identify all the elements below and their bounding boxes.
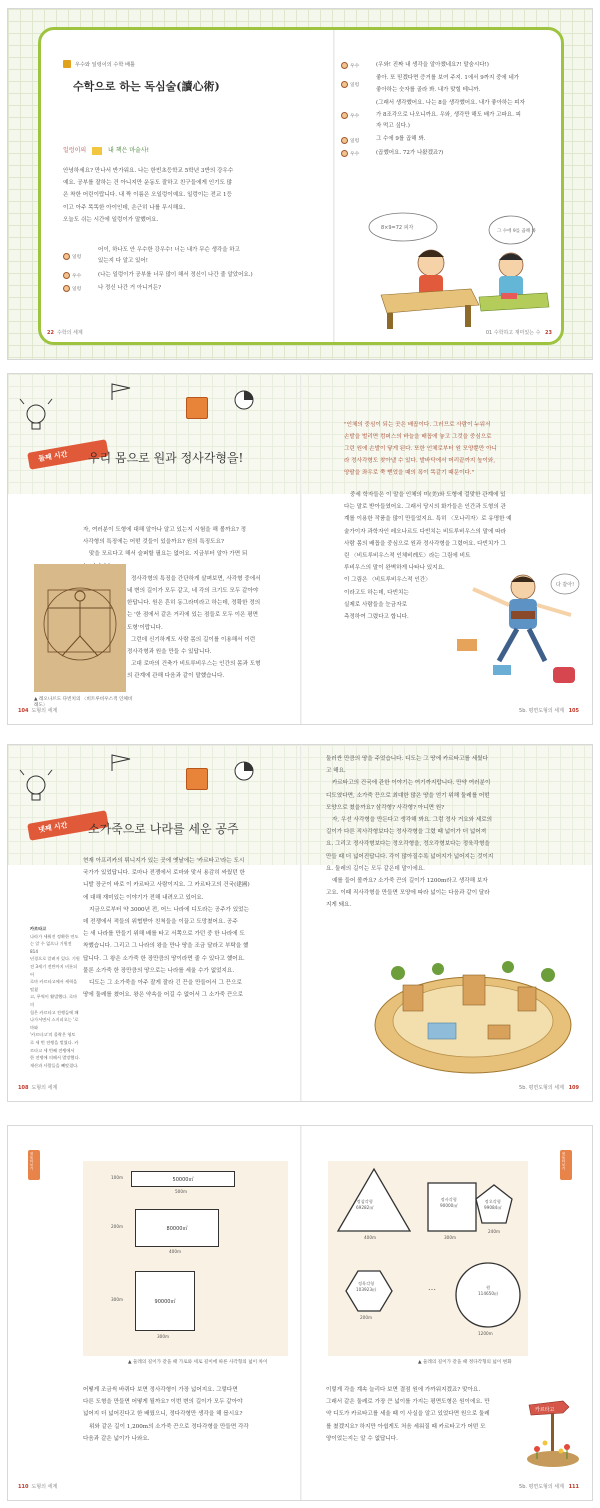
chapter-title: 소가죽으로 나라를 세운 공주 (88, 822, 239, 836)
body-left: 자, 여러분이 도형에 대해 알아나 알고 있는지 시험을 해 볼까요? 정 사각형의 특징에는 어떤 것들이 있을까요? 원의 특징도요? 맞을 모르다고 해서 슬퍼할 필요는 없어요. 지금부터 알아 가면 되 정사각형의 특징을 간단하게 살펴보면, 사각형 중에서 네 변의 길이가 모두 같고, 네 각의 크기도 모두 같아야 한답니다. 원은 흔히 동그라미라고 하는데, 정확한 정의 는 '한 점에서 같은 거리에 있는 점들로 모두 이은 평면 도형'이랍니다. 그런데 신기하게도 사람 몸의 길이를 이용해서 이런 정사각형과 원을 만들 수 있답니다. 고대 로마의 건축가 비트루비우스는 인간의 몸과 도형 의 관계에 관해 다음과 같이 말했습니다. (83, 527, 261, 680)
folio-right: 5b. 평면도형의 세계 105 (519, 708, 579, 714)
side-tab-right: 옆돌아보기 (560, 1150, 572, 1180)
pie-icon (233, 760, 255, 782)
folio-right: 01 수학하고 재미있는 수 23 (485, 330, 552, 336)
folio-left: 108 도형의 세계 (18, 1085, 58, 1091)
body-left: 어떻게 조금씩 바뀌다 보면 정사각형이 가장 넓어지요. 그렇다면 다른 도형을 만들면 어떻게 될까요? 이번 변의 길이가 모두 같아야 넓어지 더 넓어진다고 한 배웠으니, 정다각형만 생각을 해 봅시요? 위와 같은 길이 1,200m의 소가죽 끈으로 정다각형을 만들면 각각 다음과 같은 넓이가 나와요. (83, 1387, 249, 1442)
vitruvian-painting (34, 564, 126, 692)
avatar (63, 253, 70, 260)
spread-4 (7, 1125, 593, 1501)
folio-left: 104 도형의 세계 (18, 708, 58, 714)
rectangle-diagram: 50000㎡ 100m 500m 80000㎡ 200m 400m 90000㎡ 300m 300m (83, 1161, 288, 1356)
folio-left: 22 수학의 세계 (47, 330, 83, 336)
right-dialog: 우수 (우와! 진짜 내 생각을 알아챘네요?! 말숨시다!) 일렁 좋아. 또 믿겠다면 증거를 보여 주지. 1에서 9까지 중에 네가 좋아하는 숫자를 골라 봐. 내가 맞힐 테니까. 우수 (그래서 생각했어요. 나는 8을 생각했어요. 내가 좋아하는 피자 가 8조각으로 나오니까요. 우와, 생각만 해도 배가 고파요. 피 자 먹고 싶다.) 일렁 그 수에 9를 곱해 봐. 우수 (곱했어요. 72가 나왔겠죠?) (341, 60, 556, 161)
polygon-diagram: 정삼각형 69282㎡ 400m 정사각형 90000㎡ 300m 정오각형 99084㎡ 240m 정육각형 103923㎡ 200m … 원 114650㎡ 1200m (328, 1161, 528, 1356)
folio-right: 5b. 평면도형의 세계 109 (519, 1085, 579, 1091)
page-title: 수학으로 하는 독심술(讀心術) (73, 80, 220, 93)
pie-icon (233, 389, 255, 411)
painting-caption: ▲ 레오나르도 다빈치의 〈비트루비우스적 인체비례도〉 (34, 697, 133, 708)
rect-400x200: 80000㎡ (135, 1209, 219, 1247)
subheading: 일렁이의 내 책은 마술사! (63, 147, 150, 154)
left-dialog: 일렁 어이, 하나도 안 우수한 강우수! 너는 내가 무슨 생각을 하고 있는지 다 알고 있어! 우수 (나는 일렁이가 공부를 너무 많이 해서 정신이 나간 줄 알았어요.) 일렁 나 정신 나간 거 아니거든? (63, 245, 313, 297)
lightbulb-icon (18, 755, 78, 815)
side-tab-left: 옆돌아보기 (28, 1150, 40, 1180)
book-icon (92, 147, 102, 155)
avatar (63, 272, 70, 279)
chapter-title: 우리 몸으로 원과 정사각형을! (88, 451, 244, 465)
chapter-ribbon: 넷째 시간 (27, 810, 109, 841)
section-tag: 우수와 일렁이의 수학 배틀 (63, 60, 135, 68)
signpost-illustration (523, 1391, 583, 1471)
lightbulb-icon (18, 384, 78, 444)
triangle-shape (338, 1169, 410, 1231)
spread-2 (7, 373, 593, 725)
calculator-icon (186, 397, 208, 419)
intro-text: 안녕하세요? 만나서 반가워요. 나는 한빈초등학교 5학년 3반의 강우수 예요. 공부를 잘하는 건 아니지만 운동도 잘하고 친구들에게 인기도 많 은 착한 어린이랍니다. 내 짝 이름은 오일렁이예요. 일렁이는 전교 1등 이고 아주 똑똑한 아이인데, 은근히 나를 무시해요. 오늘도 쉬는 시간에 일렁이가 말했어요. (63, 168, 234, 223)
body-left: 현재 아프리카의 튀니지가 있는 곳에 옛날에는 '카르타고'라는 도시 국가가 있었답니다. 로마나 전쟁에서 로마와 맞서 용감히 싸웠던 한 니발 장군이 바로 이 카르타고 사람이지요. 그 카르타고의 건국(建國) 에 대해 재미있는 이야기가 전해 내려오고 있어요. 지금으로부터 약 3000년 전, 어느 나라에 디도라는 공주가 있었는 데 전쟁에서 적들의 위협받아 친척들을 이끌고 도망쳤어요. 공주 는 새 나라를 만들기 위해 배를 타고 서쪽으로 가던 중 한 나라에 도 착했습니다. 그리고 그 나라의 왕을 만나 땅을 조금 달라고 부탁을 했 답니다. 그 왕은 소가죽 한 장만큼의 땅이라면 줄 수 있다고 했어요. 물론 소가죽 한 장만큼의 땅으로는 나라를 세울 수가 없었지요. 디도는 그 소가죽을 아주 잘게 잘라 긴 끈을 만들어서 그 끈으로 땅에 둘레를 쳤어요. 왕은 약속을 어길 수 없어서 그 소가죽 끈으로 (83, 858, 250, 999)
caption-left: ▲ 둘레의 길이가 같을 때 가로와 세로 길이에 따른 사각형의 넓이 차이 (128, 1360, 268, 1365)
chapter-ribbon: 둘째 시간 (27, 439, 109, 470)
flag-icon (108, 753, 138, 773)
svg-text:그 수에 9를 곱해 봐: 그 수에 9를 곱해 봐 (497, 229, 537, 234)
kid-stretching-illustration (453, 549, 583, 689)
body-right: 이렇게 각을 계속 늘리다 보면 결점 원에 가까워지겠죠? 맞아요. 그래서 같은 둘레로 가장 큰 넓이를 가지는 평면도형은 원이에요. 만 약 디도가 카르타고를 세울 때 이 사실을 알고 있었다면 원으로 둘레 를 쳤겠지요? 하지만 아쉽게도 처음 세워질 때 카르타고가 어떤 모 양이었는지는 알 수 없답니다. (326, 1387, 490, 1442)
body-right: 둘러싼 만큼의 땅을 주었습니다. 디도는 그 땅에 카르타고를 세웠다 고 해요. 카르타고의 건국에 관한 이야기는 여기까지랍니다. 만약 여러분이 디도였다면, 소가죽 끈으로 최대한 많은 땅을 얻기 위해 둘레를 어떤 모양으로 쳤을까요? 삼각형? 사각형? 아니면 원? 자, 우선 사각형을 만든다고 생각해 봐요. 그럼 정사 거요와 세로의 길이가 다른 직사각형보다는 정사각형을 그렸 때 넓이가 더 넓어져 요. 그리고 정사각형보다는 정오각형을, 정오각형보다는 정육각형을 만들 때 더 넓어진답니다. 각이 많아질수록 넓어지가 넓어지는 것이지 요. 둘레의 길이는 모두 같은데 말이에요. 예를 들어 볼까요? 소가죽 끈의 길이가 1200m라고 생각해 보자 고요. 이때 직사각형을 만들면 모양에 따라 넓이는 다음과 같이 달라 지게 돼요. (326, 756, 494, 909)
spread-1 (7, 8, 593, 360)
svg-text:카르타고: 카르타고 (535, 1407, 555, 1413)
carthage-city-illustration (368, 945, 578, 1085)
caption-right: ▲ 둘레의 길이가 같을 때 정다각형의 넓이 변화 (418, 1360, 512, 1365)
folio-right: 5b. 평면도형의 세계 111 (519, 1484, 579, 1490)
sidebar-note: 카르타고 나라가 세워진 정확한 연도 는 알 수 없으나 기원전 814 년경으로 알려져 있다. 기원 전 3세기 전반까지 비롯되어 로마 카르타고에서 세력을 떨쳤 고, 무역이 활발했다. 로마의 힘은 카르타고 전쟁들에 패 나가서면서 스키피오는 '로마와 '카르타고'의 몰락은 영토 로 세 번 전쟁을 벌였다. 카 르타고 세 번째 전쟁에서 한 전쟁에 의해서 멸망했다. 재산과 사람들을 빼앗겼다. (30, 926, 80, 1068)
flag-icon (108, 382, 138, 402)
avatar (63, 285, 70, 292)
svg-text:다 같아!: 다 같아! (556, 582, 575, 588)
quote-block: "인체의 중심이 되는 곳은 배꼽이다. 그러므로 사람이 누워서 손발을 벌리면 컴퍼스의 바늘을 배꼽에 놓고 그것을 중심으로 그린 원에 손발이 닿게 된다. 또한 인체로부터 원 모양뿐만 아니 라 정사각형도 찾아낼 수 있다. 발바닥에서 머리끝까지 높이와, 양팔을 좌우로 쭉 뻗었을 때의 폭이 똑같기 때문이다." (344, 422, 497, 476)
body-right: 중세 학자들은 이 말을 인체의 미(美)와 도형에 걸맞한 관계에 있 다는 말로 받아들였어요. 그래서 당시의 화가들은 인간과 도형의 관 계를 이용한 작품을 많이 만들었지요. 특히 〈모나리자〉로 유명한 예 술가이자 과학자인 레오나르도 다빈치는 비트루비우스의 말에 따라 사람 몸의 배꼽을 중심으로 원과 정사각형을 그렸어요. 다빈치가 그 린 〈비트루비우스적 인체비례도〉라는 그림에 비트 루비우스의 말이 완벽하게 나타나 있지요. 이 그림은 〈비트루비우스적 인간〉 이라고도 하는데, 다빈치는 실제로 사람들을 눈금자로 측정하여 그렸다고 합니다. (344, 492, 512, 621)
calculator-icon (186, 768, 208, 790)
spread-3 (7, 744, 593, 1102)
folio-left: 110 도형의 세계 (18, 1484, 58, 1490)
rect-500x100: 50000㎡ (131, 1171, 235, 1187)
content-card (38, 27, 564, 345)
kids-desks-illustration (361, 205, 551, 330)
svg-text:8×9=72 피자: 8×9=72 피자 (381, 225, 414, 231)
tag-icon (63, 60, 71, 68)
rect-300x300: 90000㎡ (135, 1271, 195, 1331)
